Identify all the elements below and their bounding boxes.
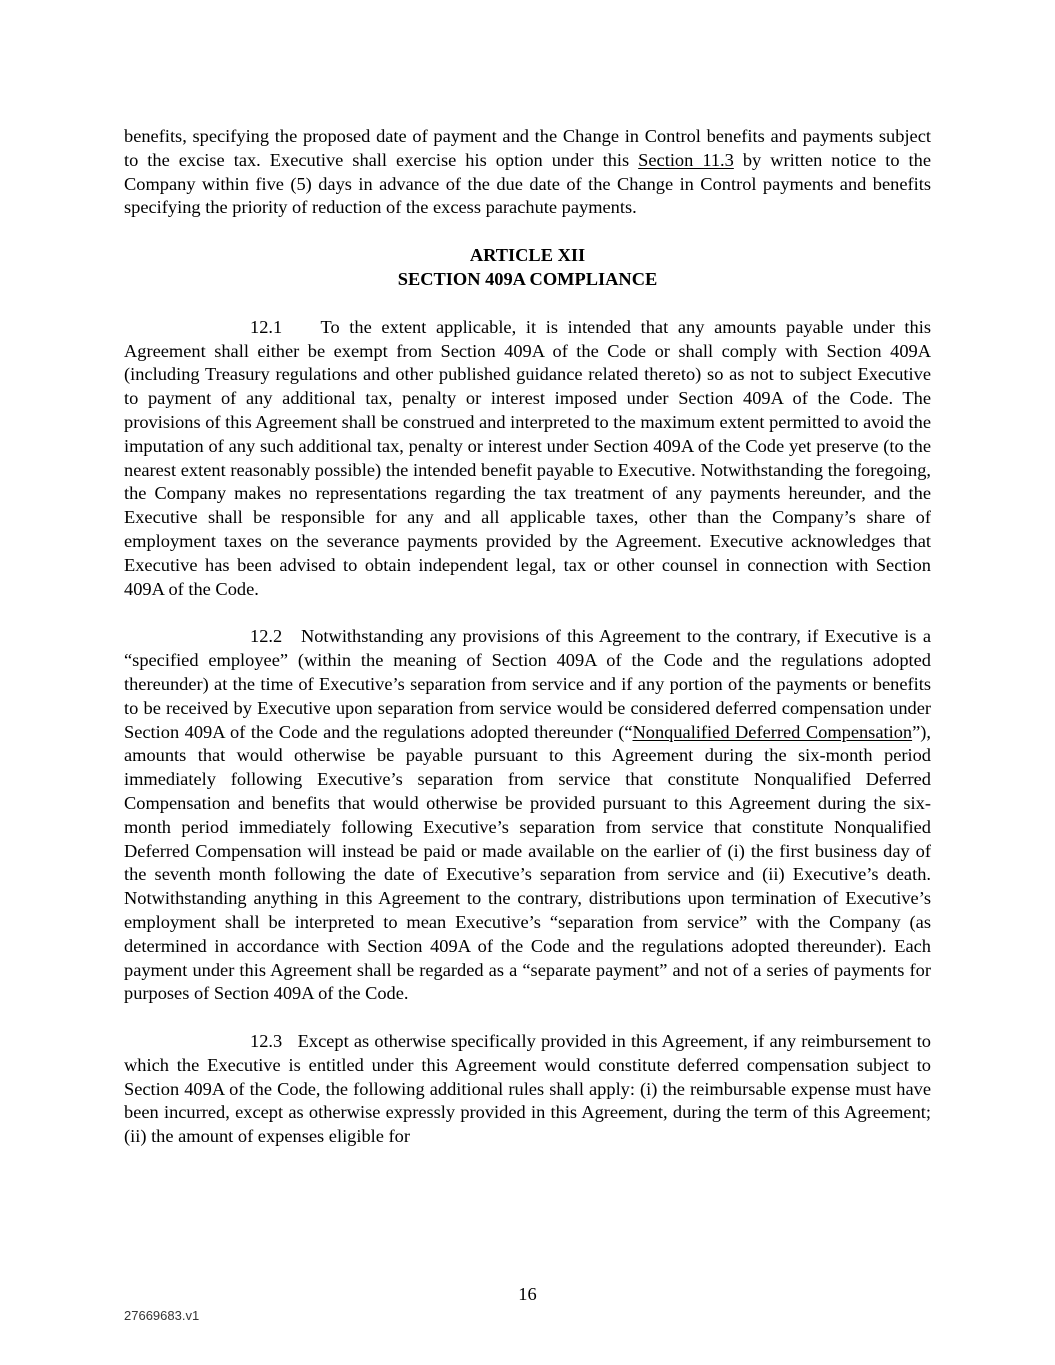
paragraph-text-before-link: benefits, specifying the proposed date of payment and the Change in Control benefits and payments subject to the excise tax. Executive shall exercise his option under this: [124, 126, 931, 170]
article-heading: [124, 244, 931, 292]
section-text: Except as otherwise specifically provided in this Agreement, if any reimbursement to which the Executive is entitled under this Agreement would constitute deferred compensation subject to Section 409A of the Code, the following additional rules shall apply: (i) the reimbursable expense must have been incurred, except as otherwise expressly provided in this Agreement, during the term of this Agreement; (ii) the amount of expenses eligible for: [124, 1031, 931, 1147]
article-number: ARTICLE XII: [469, 245, 586, 266]
section-12-3: [124, 1030, 931, 1149]
document-page: [124, 125, 931, 1149]
section-number: 12.3: [250, 1031, 283, 1052]
paragraph-continuation: [124, 125, 931, 220]
section-reference-link: Section 11.3: [638, 149, 734, 170]
section-number: 12.2: [250, 626, 283, 647]
section-12-2: [124, 625, 931, 1006]
page-number: 16: [518, 1284, 537, 1304]
defined-term: Nonqualified Deferred Compensation: [632, 721, 913, 742]
section-number: 12.1: [250, 316, 283, 337]
section-12-1: [124, 316, 931, 602]
section-text: To the extent applicable, it is intended that any amounts payable under this Agreement shall either be exempt from Section 409A of the Code or shall comply with Section 409A (including Treasury regulations and other published guidance related thereto) so as not to subject Executive to payment of any additional tax, penalty or interest imposed under Section 409A of the Code. The provisions of this Agreement shall be construed and interpreted to the maximum extent permitted to avoid the imputation of any such additional tax, penalty or interest under Section 409A of the Code yet preserve (to the nearest extent reasonably possible) the intended benefit payable to Executive. Notwithstanding the foregoing, the Company makes no representations regarding the tax treatment of any payments hereunder, and the Executive shall be responsible for any and all applicable taxes, other than the Company’s share of employment taxes on the severance payments provided by the Agreement. Executive acknowledges that Executive has been advised to obtain independent legal, tax or other counsel in connection with Section 409A of the Code.: [124, 316, 931, 599]
paragraph-text-after-link: by written notice to the Company within five (5) days in advance of the due date of the Change in Control payments and benefits specifying the priority of reduction of the excess parachute payments.: [124, 149, 932, 218]
section-text-after-term: ”), amounts that would otherwise be payable pursuant to this Agreement during the six-month period immediately following Executive’s separation from service that constitute Nonqualified Deferred Compensation and benefits that would otherwise be provided pursuant to this Agreement during the six-month period immediately following Executive’s separation from service that constitute Nonqualified Deferred Compensation will instead be paid or made available on the earlier of (i) the first business day of the seventh month following the date of Executive’s separation from service and (ii) Executive’s death. Notwithstanding anything in this Agreement to the contrary, distributions upon termination of Executive’s employment shall be interpreted to mean Executive’s “separation from service” with the Company (as determined in accordance with Section 409A of the Code and the regulations adopted thereunder). Each payment under this Agreement shall be regarded as a “separate payment” and not of a series of payments for purposes of Section 409A of the Code.: [124, 721, 931, 1004]
section-text-before-term: Notwithstanding any provisions of this Agreement to the contrary, if Executive is a “specified employee” (within the meaning of Section 409A of the Code and the regulations adopted thereunder) at the time of Executive’s separation from service and if any portion of the payments or benefits to be received by Executive upon separation from service would be considered deferred compensation under Section 409A of the Code and the regulations adopted thereunder (“: [124, 626, 931, 742]
document-id: 27669683.v1: [124, 1308, 200, 1323]
article-title: SECTION 409A COMPLIANCE: [397, 268, 658, 289]
